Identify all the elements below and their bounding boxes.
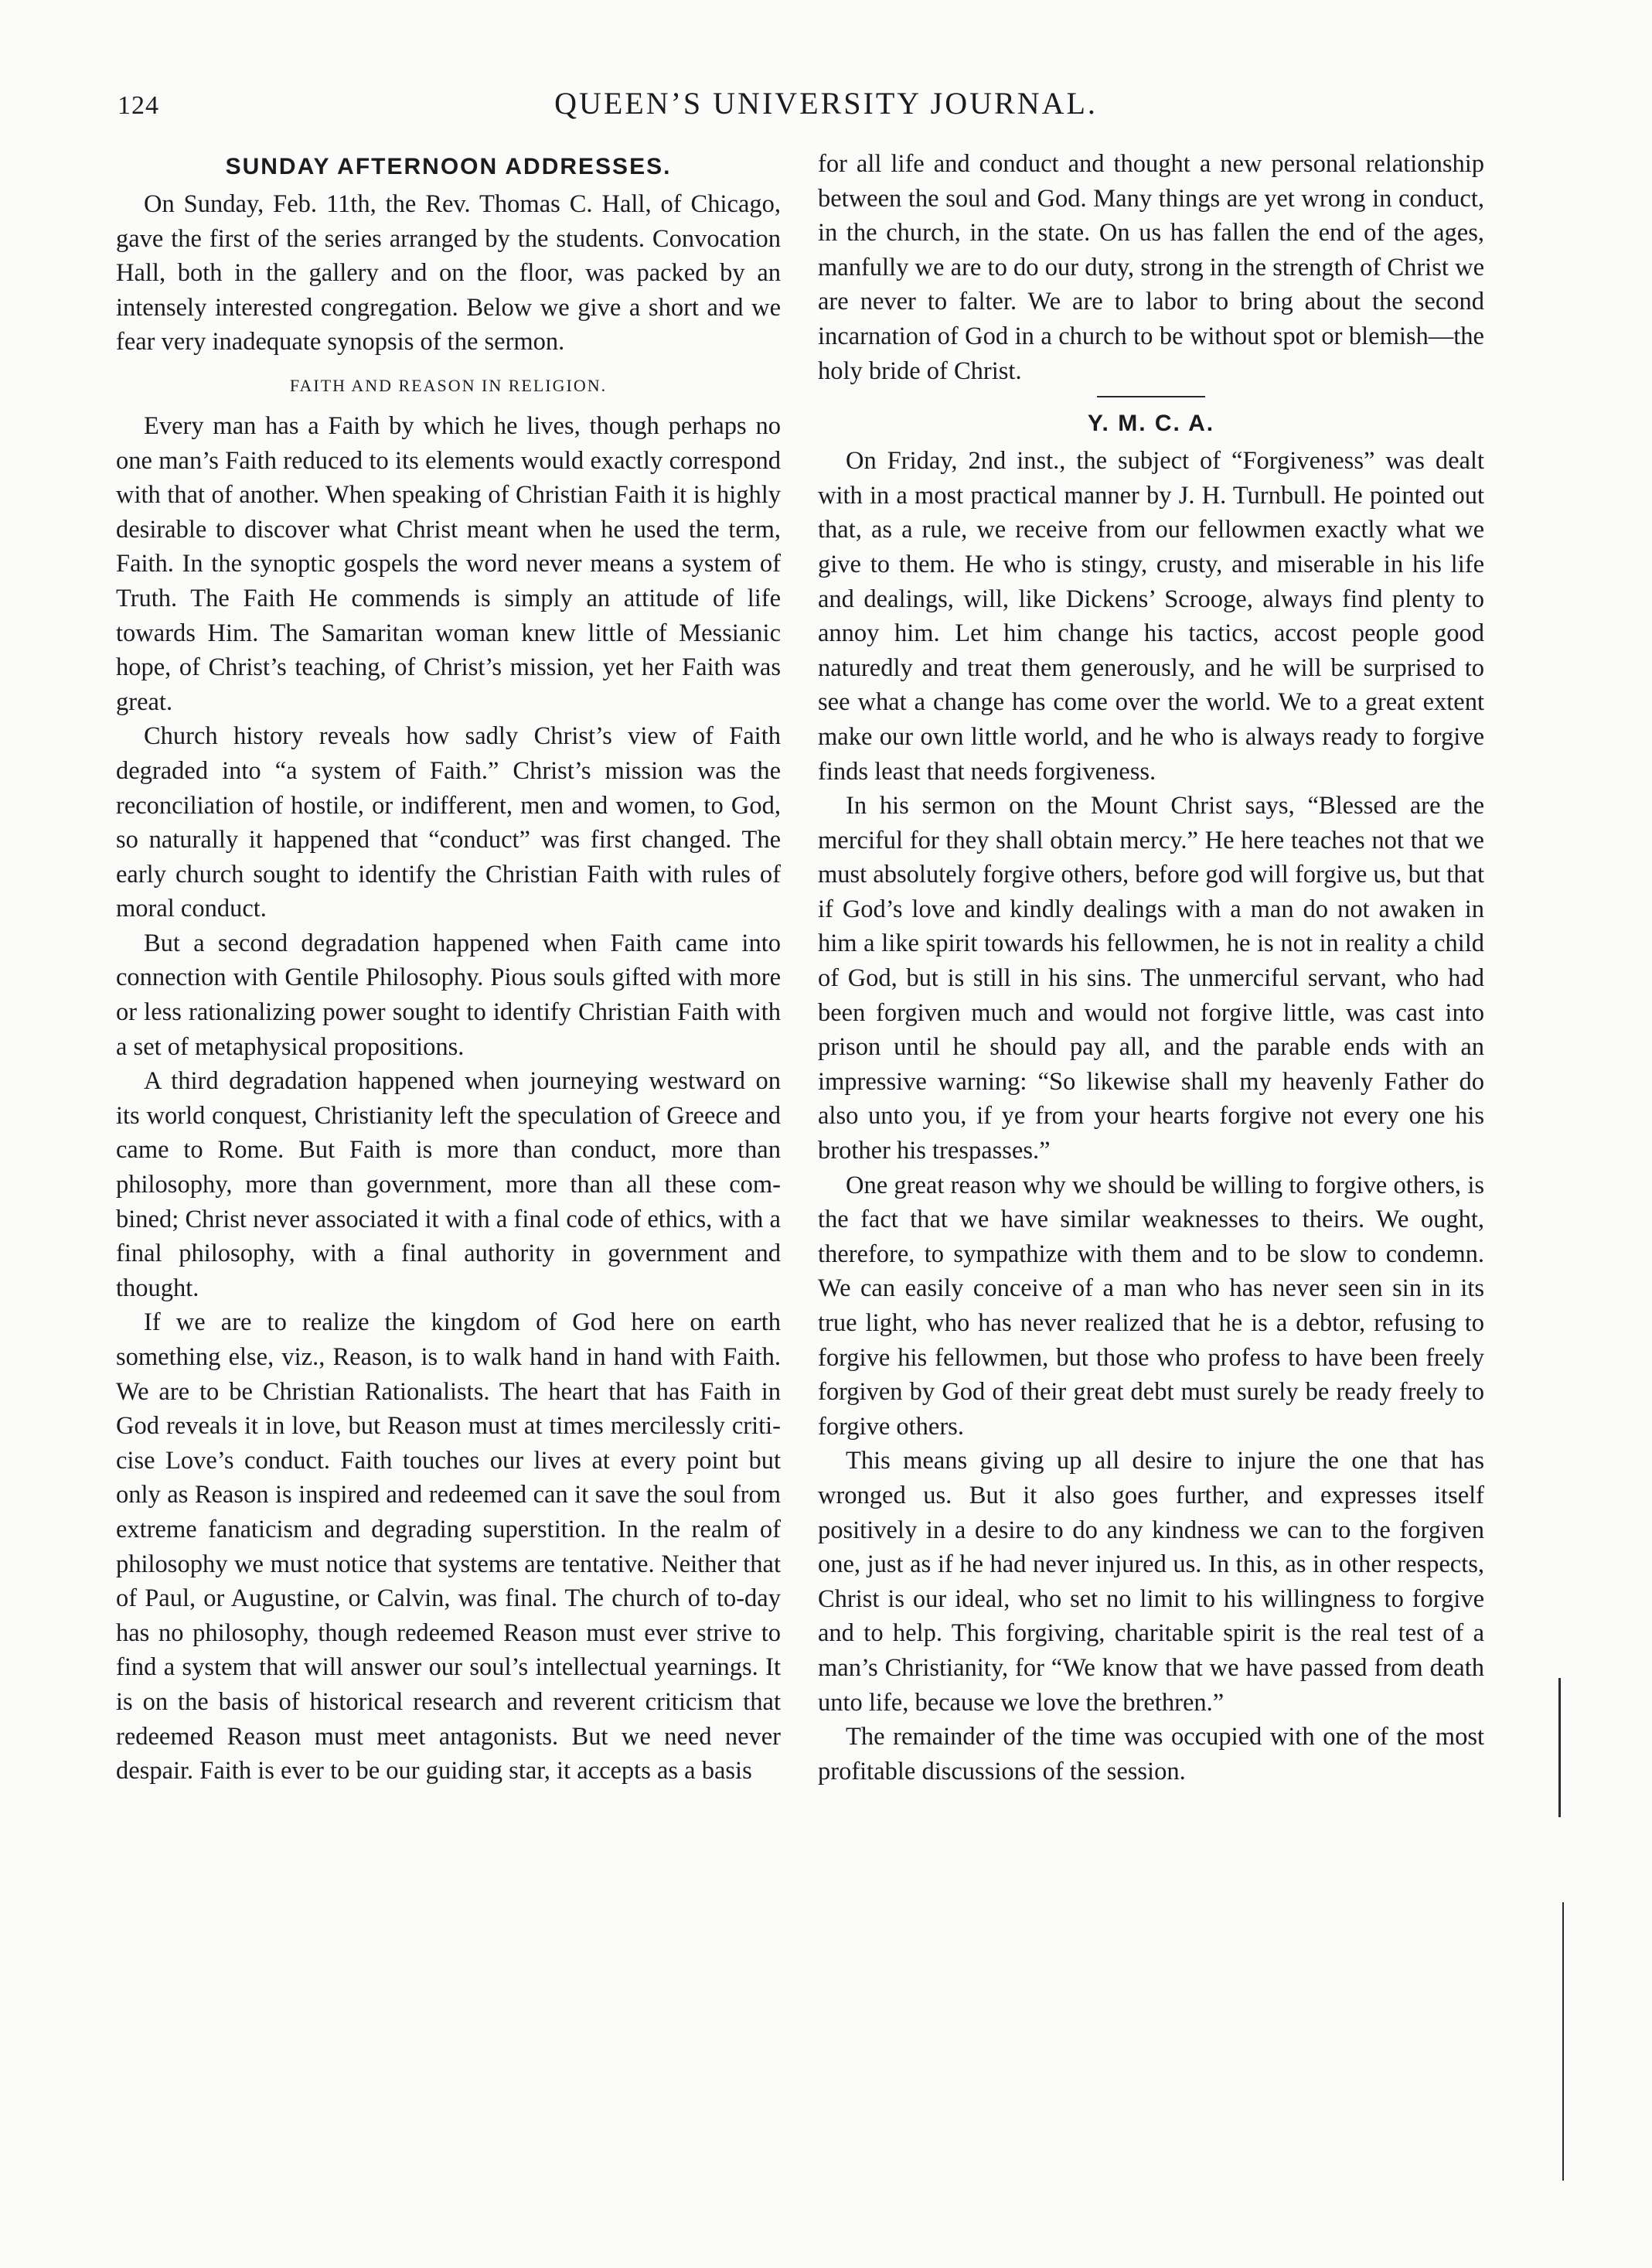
body-paragraph: In his sermon on the Mount Christ says, “Blessed are the merciful for they shall obtain mercy.” He here teaches not that we must absolutely forgive others, before god will forgive us, but that if God’s love and kindly dealings with a man do not awaken in him a like spirit towards his fellowmen, he is not in reality a child of God, but is still in his sins. The unmerciful servant, who had been forgiven much and would not forgive little, was cast into prison until he should pay all, and the parable ends with an impressive warning: “So likewise shall my heavenly Father do also unto you, if ye from your hearts forgive not every one his brother his trespasses.” [818, 792, 1484, 1165]
section-title-ymca: Y. M. C. A. [1087, 411, 1215, 437]
body-paragraph: Every man has a Faith by which he lives, though perhaps no one man’s Faith reduced to its elements would exactly correspond with that of another. When speaking of Christian Faith it is highly desirable to discover what Christ meant when he used the term, Faith. In the synoptic gospels the word never means a system of Truth. The Faith He commends is simply an attitude of life towards Him. The Samaritan woman knew little of Messianic hope, of Christ’s teaching, of Christ’s mission, yet her Faith was great. [116, 411, 781, 716]
running-head: QUEEN’S UNIVERSITY JOURNAL. [554, 86, 1098, 121]
left-column [116, 147, 781, 1789]
body-paragraph: One great reason why we should be willing to forgive others, is the fact that we have similar weaknesses to theirs. We ought, therefore, to sympathize with them and to be slow to condemn. We can easily conceive of a man who has never seen sin in its true light, who has never realized that he is a debtor, refusing to forgive his fellowmen, but those who profess to have been freely forgiven by God of their great debt must surely be ready freely to forgive others. [818, 1171, 1484, 1441]
right-column [818, 147, 1484, 1789]
body-paragraph: If we are to realize the kingdom of God here on earth something else, viz., Reason, is to walk hand in hand with Faith. We are to be Christian Rationalists. The heart that has Faith in God reveals it in love, but Reason must at times mercilessly criticise Love’s conduct. Faith touches our lives at every point but only as Reason is inspired and redeemed can it save the soul from extreme fanaticism and degrading superstition. In the realm of philosophy we must notice that systems are tentative. Neither that of Paul, or Augustine, or Calvin, was final. The church of to-day has no philosophy, though redeemed Reason must ever strive to find a system that will answer our soul’s intellectual yearnings. It is on the basis of historical research and reverent criticism that redeemed Reason must meet antagonists. But we need never despair. Faith is ever to be our guiding star, it accepts as a basis [116, 1308, 781, 1785]
body-paragraph: A third degradation happened when journeying westward on its world conquest, Christianity left the speculation of Greece and came to Rome. But Faith is more than conduct, more than philosophy, more than government, more than all these combined; Christ never associated it with a final code of ethics, with a final philosophy, with a final authority in government and thought. [116, 1067, 781, 1302]
continued-paragraph: for all life and conduct and thought a new personal relationship between the soul and God. Many things are yet wrong in conduct, in the church, in the state. On us has fallen the end of the ages, manfully we are to do our duty, strong in the strength of Christ we are never to falter. We are to labor to bring about the second incarnation of God in a church to be without spot or blemish—the holy bride of Christ. [818, 150, 1484, 385]
page-edge-mark [1558, 1678, 1561, 1817]
body-paragraph: On Friday, 2nd inst., the subject of “Forgiveness” was dealt with in a most practical manner by J. H. Turnbull. He pointed out that, as a rule, we receive from our fellowmen exactly what we give to them. He who is stingy, crusty, and miserable in his life and dealings, will, like Dickens’ Scrooge, always find plenty to annoy him. Let him change his tactics, accost people good naturedly and treat them generously, and he will be surprised to see what a change has come over the world. We to a great extent make our own little world, and he who is always ready to forgive finds least that needs forgiveness. [818, 447, 1484, 786]
section-divider [1097, 396, 1205, 397]
subsection-title-faith-reason: FAITH AND REASON IN RELIGION. [289, 375, 608, 395]
page-number: 124 [118, 91, 159, 120]
page-edge-mark [1562, 1902, 1564, 2181]
body-paragraph: The remainder of the time was occupied with one of the most profitable discussions of the session. [818, 1723, 1484, 1785]
section-title-sunday-addresses: SUNDAY AFTERNOON ADDRESSES. [225, 154, 672, 179]
body-paragraph: Church history reveals how sadly Christ’s view of Faith degraded into “a system of Faith.” Christ’s mission was the reconciliation of hostile, or indifferent, men and women, to God, so naturally it happened that “conduct” was first changed. The early church sought to identify the Christian Faith with rules of moral conduct. [116, 722, 781, 923]
intro-paragraph: On Sunday, Feb. 11th, the Rev. Thomas C. Hall, of Chicago, gave the first of the series arranged by the students. Convocation Hall, both in the gallery and on the floor, was packed by an intensely interested congregation. Below we give a short and we fear very inadequate synopsis of the sermon. [116, 190, 781, 356]
body-paragraph: But a second degradation happened when Faith came into connection with Gentile Philosophy. Pious souls gifted with more or less rationalizing power sought to identify Christian Faith with a set of metaphysical propositions. [116, 929, 781, 1061]
body-paragraph: This means giving up all desire to injure the one that has wronged us. But it also goes further, and expresses itself positively in a desire to do any kindness we can to the forgiven one, just as if he had never injured us. In this, as in other respects, Christ is our ideal, who set no limit to his willingness to forgive and to help. This forgiving, charitable spirit is the real test of a man’s Christianity, for “We know that we have passed from death unto life, because we love the brethren.” [818, 1447, 1484, 1717]
